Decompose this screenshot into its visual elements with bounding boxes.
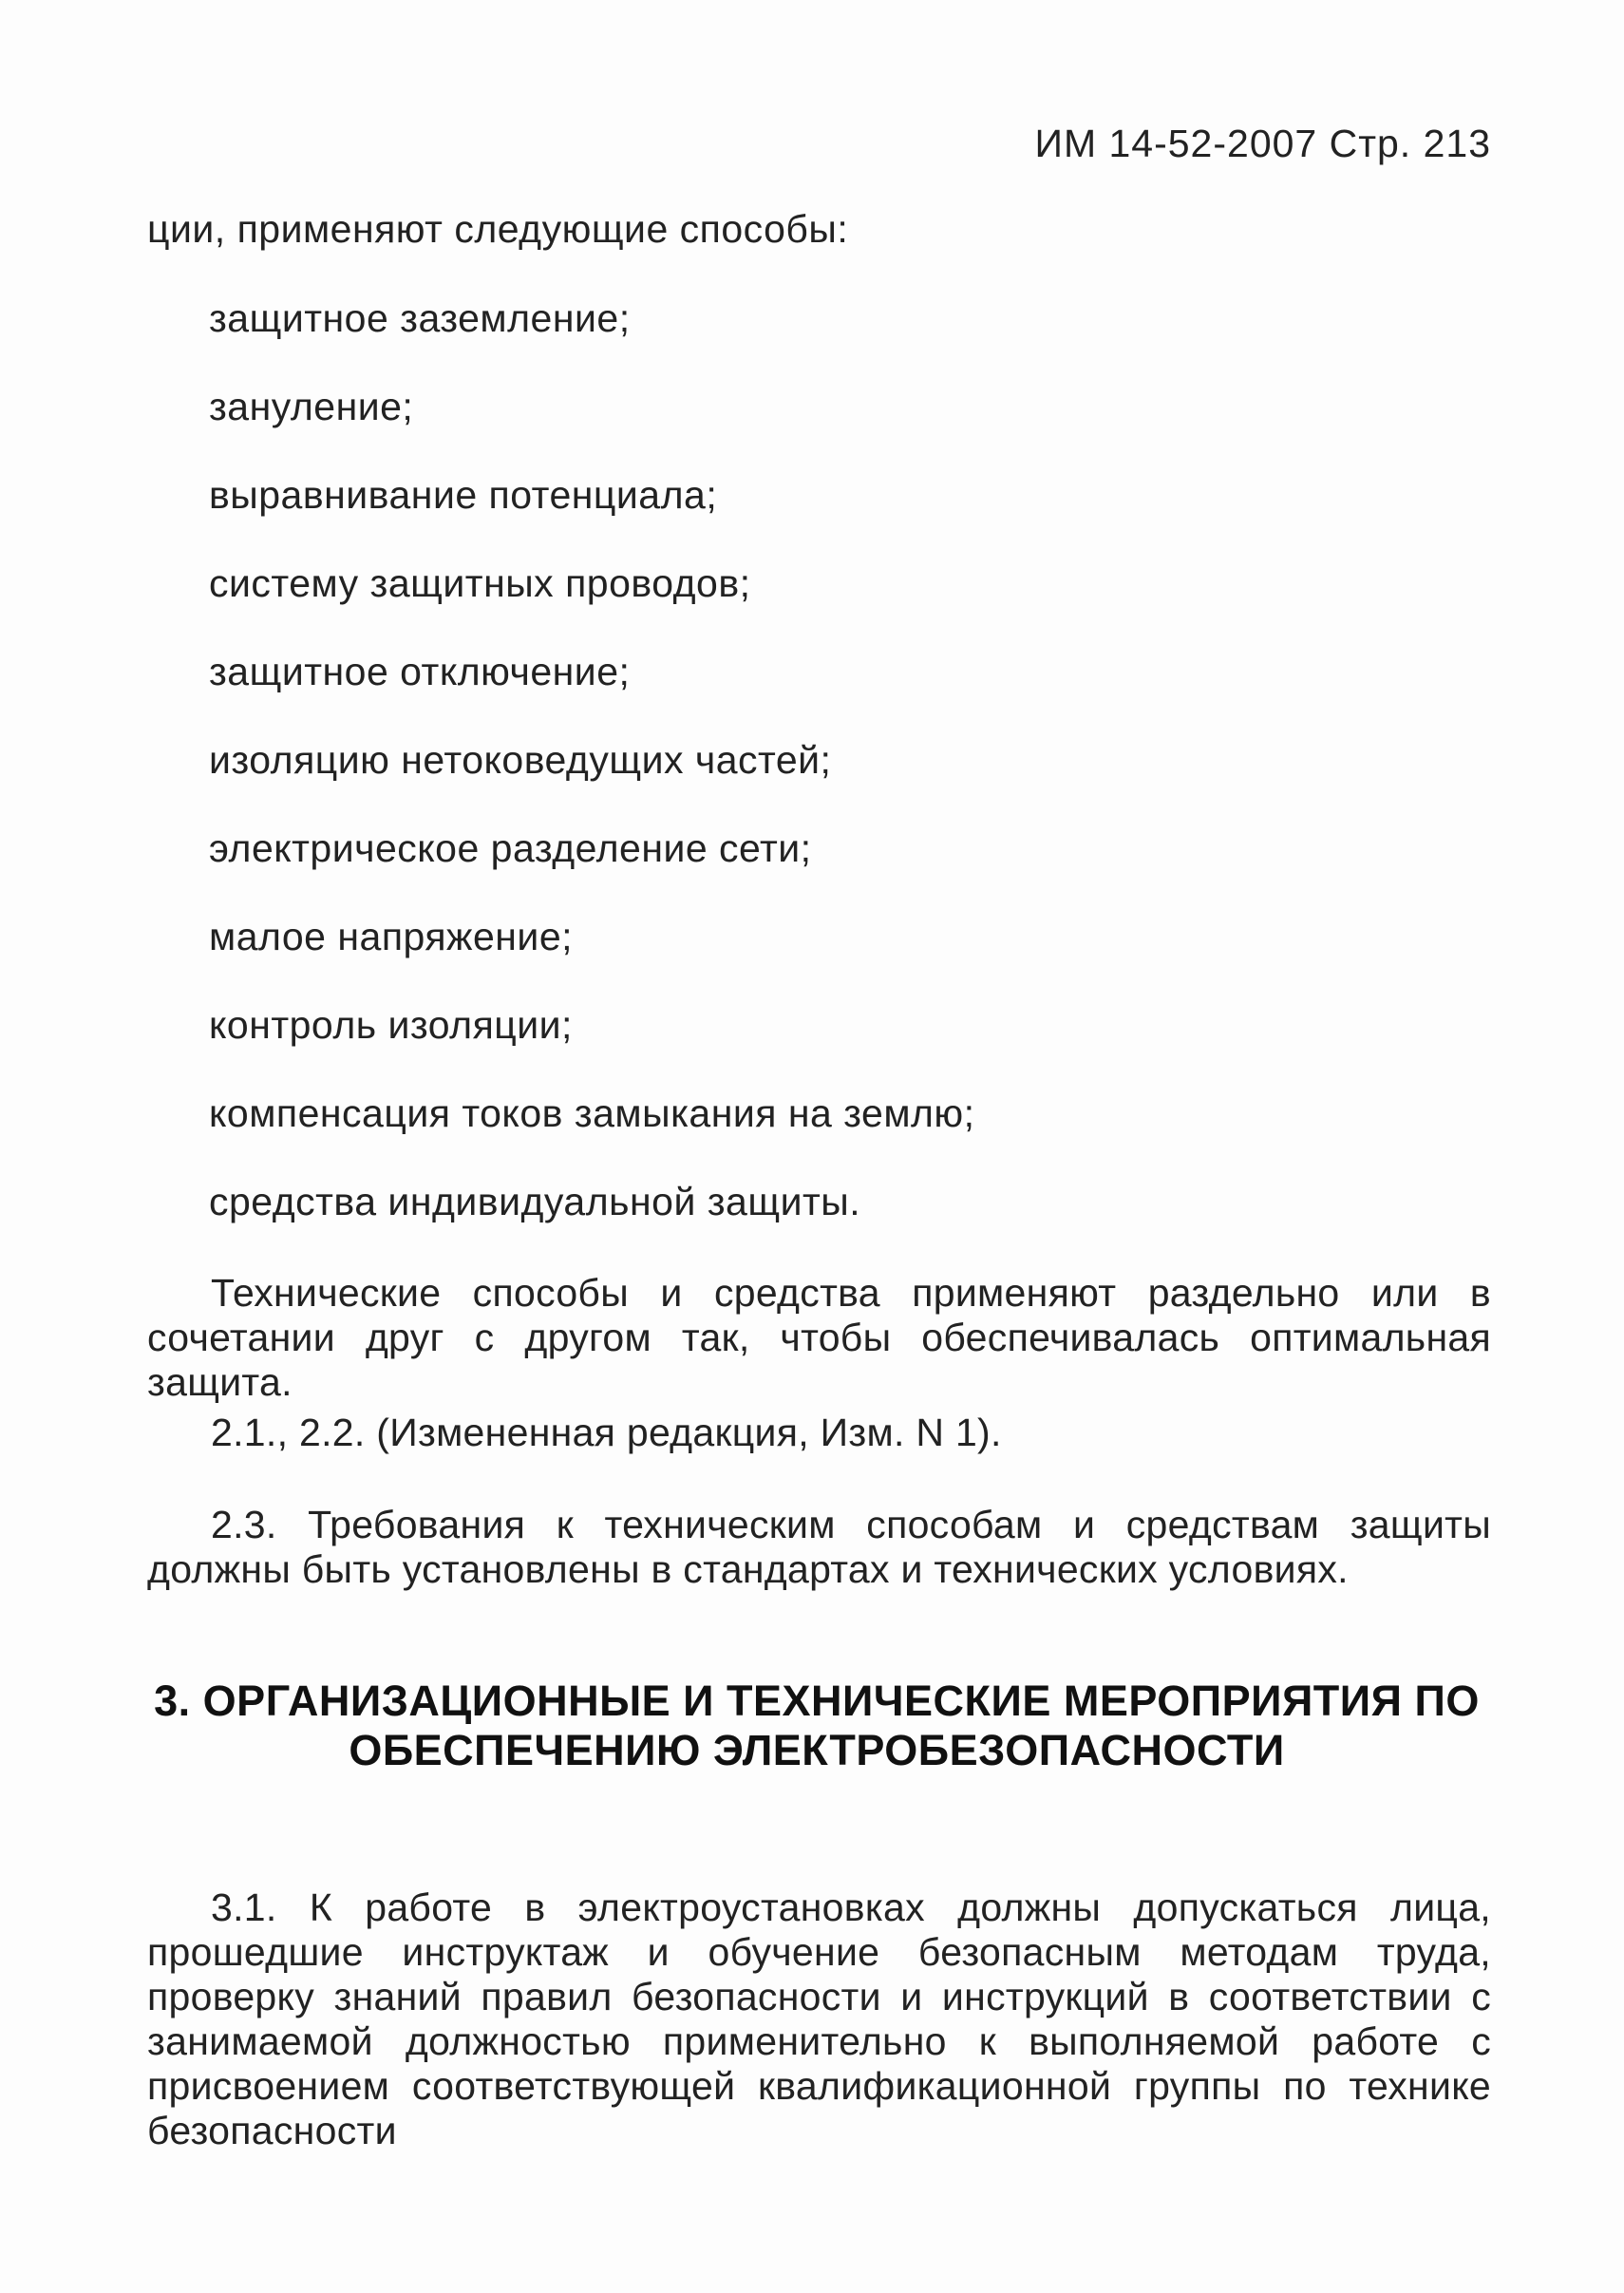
list-item: изоляцию нетоковедущих частей;: [209, 738, 832, 782]
list-item: контроль изоляции;: [209, 1003, 573, 1047]
section-heading: 3. ОРГАНИЗАЦИОННЫЕ И ТЕХНИЧЕСКИЕ МЕРОПРИЯТИЯ ПО ОБЕСПЕЧЕНИЮ ЭЛЕКТРОБЕЗОПАСНОСТИ: [154, 1677, 1480, 1774]
paragraph-2-3: 2.3. Требования к техническим способам и средствам защиты должны быть установлены в стандартах и технических условиях.: [147, 1503, 1491, 1591]
list-item: малое напряжение;: [209, 915, 574, 958]
paragraph-technical-means: Технические способы и средства применяют раздельно или в сочетании друг с другом так, чтобы обеспечивалась оптимальная защита.: [147, 1271, 1491, 1404]
list-item: средства индивидуальной защиты.: [209, 1180, 861, 1223]
list-item: систему защитных проводов;: [209, 561, 751, 605]
list-item: зануление;: [209, 385, 414, 428]
list-item: электрическое разделение сети;: [209, 826, 812, 870]
paragraph-3-1: 3.1. К работе в электроустановках должны допускаться лица, прошедшие инструктаж и обучение безопасным методам труда, проверку знаний правил безопасности и инструкций в соответствии с занимаемой должностью применительно к выполняемой работе с присвоением соответствующей квалификационной группы по технике безопасности: [147, 1886, 1491, 2152]
list-item: компенсация токов замыкания на землю;: [209, 1091, 975, 1135]
amendment-note: 2.1., 2.2. (Измененная редакция, Изм. N 1).: [211, 1411, 1002, 1454]
list-item: выравнивание потенциала;: [209, 473, 718, 517]
lead-line: ции, применяют следующие способы:: [147, 207, 849, 251]
list-item: защитное отключение;: [209, 650, 631, 693]
list-item: защитное заземление;: [209, 296, 631, 340]
page-header: ИМ 14-52-2007 Стр. 213: [1034, 122, 1491, 165]
